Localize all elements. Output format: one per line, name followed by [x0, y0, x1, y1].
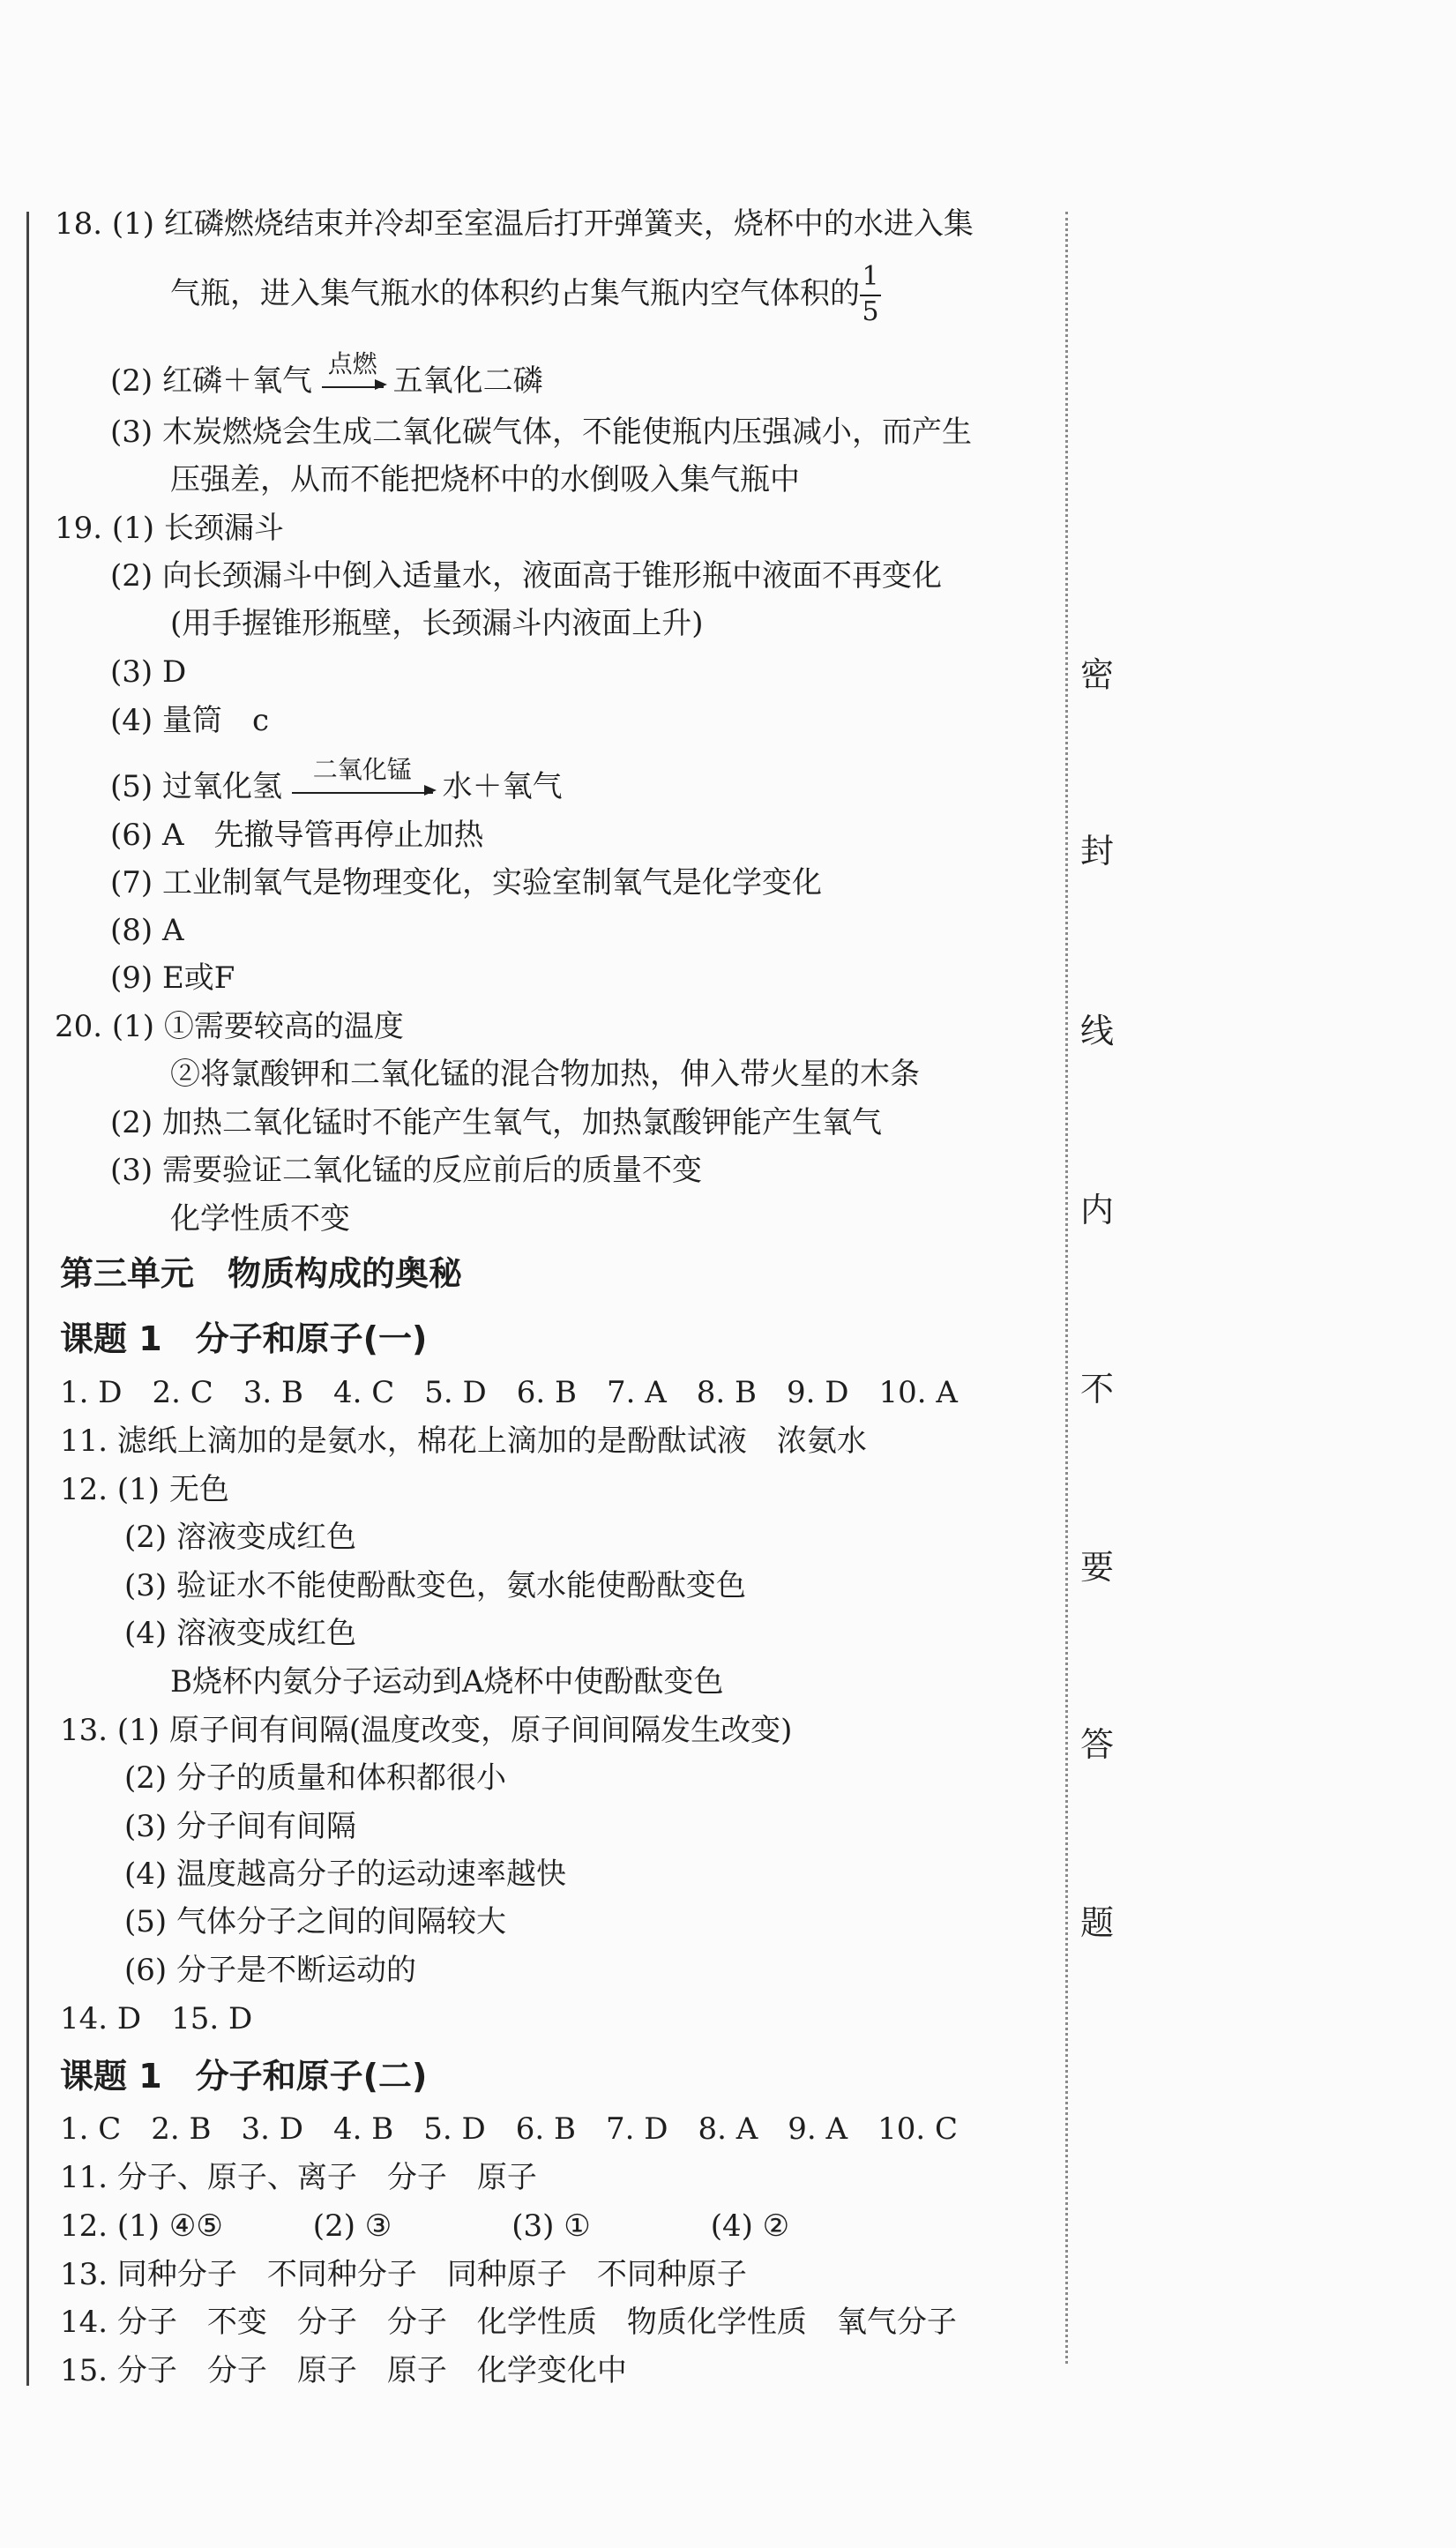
- lesson1-title: 课题 1 分子和原子(一): [60, 1319, 428, 1358]
- lesson1-q14-q15: 14. D 15. D: [60, 2001, 253, 2036]
- reaction-arrow-catalyst: 二氧化锰: [292, 783, 433, 794]
- q19-part7: (7) 工业制氧气是物理变化，实验室制氧气是化学变化: [110, 865, 822, 900]
- lesson1-q13-part5: (5) 气体分子之间的间隔较大: [124, 1904, 506, 1939]
- q20-part2: (2) 加热二氧化锰时不能产生氧气，加热氯酸钾能产生氧气: [110, 1105, 882, 1140]
- reaction-arrow-ignite: 点燃: [322, 377, 384, 388]
- lesson1-q12-part4: (4) 溶液变成红色: [124, 1616, 356, 1651]
- seal-char-8: 题: [1080, 1903, 1115, 1942]
- seal-char-3: 线: [1080, 1012, 1115, 1050]
- q19-part4: (4) 量筒 c: [110, 703, 270, 738]
- seal-char-1: 密: [1080, 655, 1115, 694]
- lesson1-q13-part1: 13. (1) 原子间有间隔(温度改变，原子间间隔发生改变): [60, 1713, 793, 1748]
- lesson1-q12-part2: (2) 溶液变成红色: [124, 1520, 356, 1555]
- lesson1-q13-part6: (6) 分子是不断运动的: [124, 1953, 416, 1988]
- q18-part3-line2: 压强差，从而不能把烧杯中的水倒吸入集气瓶中: [170, 462, 800, 497]
- lesson1-q13-part3: (3) 分子间有间隔: [124, 1809, 356, 1844]
- seal-char-7: 答: [1080, 1725, 1115, 1764]
- q20-part1-line1: 20. (1) ①需要较高的温度: [55, 1009, 404, 1044]
- q19-part9: (9) E或F: [110, 960, 235, 996]
- q18-part3-line1: (3) 木炭燃烧会生成二氧化碳气体，不能使瓶内压强减小，而产生: [110, 415, 972, 450]
- lesson2-q15: 15. 分子 分子 原子 原子 化学变化中: [60, 2353, 627, 2388]
- lesson2-title: 课题 1 分子和原子(二): [60, 2057, 428, 2096]
- fraction-one-fifth: $\frac{1}{5}$: [860, 269, 881, 322]
- lesson2-q14: 14. 分子 不变 分子 分子 化学性质 物质化学性质 氧气分子: [60, 2305, 957, 2340]
- q19-part1: 19. (1) 长颈漏斗: [55, 511, 284, 546]
- unit-title: 第三单元 物质构成的奥秘: [60, 1254, 463, 1293]
- lesson1-q12-part3: (3) 验证水不能使酚酞变色，氨水能使酚酞变色: [124, 1568, 746, 1603]
- lesson2-multiple-choice: 1. C 2. B 3. D 4. B 5. D 6. B 7. D 8. A 9. A 10. C: [60, 2111, 958, 2147]
- q19-part6: (6) A 先撤导管再停止加热: [110, 818, 484, 853]
- seal-dotted-line: [1065, 212, 1068, 2364]
- lesson2-q13: 13. 同种分子 不同种分子 同种原子 不同种原子: [60, 2257, 747, 2292]
- q19-part8: (8) A: [110, 913, 184, 948]
- q18-part2-equation: (2) 红磷＋氧气 点燃 五氧化二磷: [110, 349, 543, 399]
- q19-part2-line2: (用手握锥形瓶壁，长颈漏斗内液面上升): [170, 606, 704, 641]
- lesson1-q13-part4: (4) 温度越高分子的运动速率越快: [124, 1857, 566, 1892]
- lesson1-q11: 11. 滤纸上滴加的是氨水，棉花上滴加的是酚酞试液 浓氨水: [60, 1423, 867, 1459]
- lesson1-q13-part2: (2) 分子的质量和体积都很小: [124, 1760, 506, 1796]
- q20-part3-line1: (3) 需要验证二氧化锰的反应前后的质量不变: [110, 1153, 702, 1188]
- q19-part5-equation: (5) 过氧化氢 二氧化锰 水＋氧气: [110, 755, 563, 804]
- left-margin-rule: [26, 212, 29, 2386]
- q19-part2-line1: (2) 向长颈漏斗中倒入适量水，液面高于锥形瓶中液面不再变化: [110, 558, 942, 594]
- seal-char-4: 内: [1080, 1191, 1115, 1229]
- lesson1-multiple-choice: 1. D 2. C 3. B 4. C 5. D 6. B 7. A 8. B 9. D 10. A: [60, 1375, 958, 1410]
- q20-part3-line2: 化学性质不变: [170, 1201, 350, 1237]
- lesson2-q11: 11. 分子、原子、离子 分子 原子: [60, 2160, 537, 2195]
- seal-char-5: 不: [1080, 1370, 1115, 1408]
- lesson1-q12-part1: 12. (1) 无色: [60, 1472, 229, 1507]
- q20-part1-line2: ②将氯酸钾和二氧化锰的混合物加热，伸入带火星的木条: [170, 1057, 920, 1092]
- q18-part1-line2: 气瓶，进入集气瓶水的体积约占集气瓶内空气体积的 $\frac{1}{5}$: [170, 269, 881, 322]
- q18-part1-line1: 18. (1) 红磷燃烧结束并冷却至室温后打开弹簧夹，烧杯中的水进入集: [55, 206, 974, 242]
- seal-char-6: 要: [1080, 1548, 1115, 1587]
- lesson2-q12: 12. (1) ④⑤ (2) ③ (3) ① (4) ②: [60, 2208, 790, 2244]
- seal-char-2: 封: [1080, 832, 1115, 871]
- q19-part3: (3) D: [110, 654, 187, 690]
- lesson1-q12-part4-explain: B烧杯内氨分子运动到A烧杯中使酚酞变色: [170, 1664, 724, 1700]
